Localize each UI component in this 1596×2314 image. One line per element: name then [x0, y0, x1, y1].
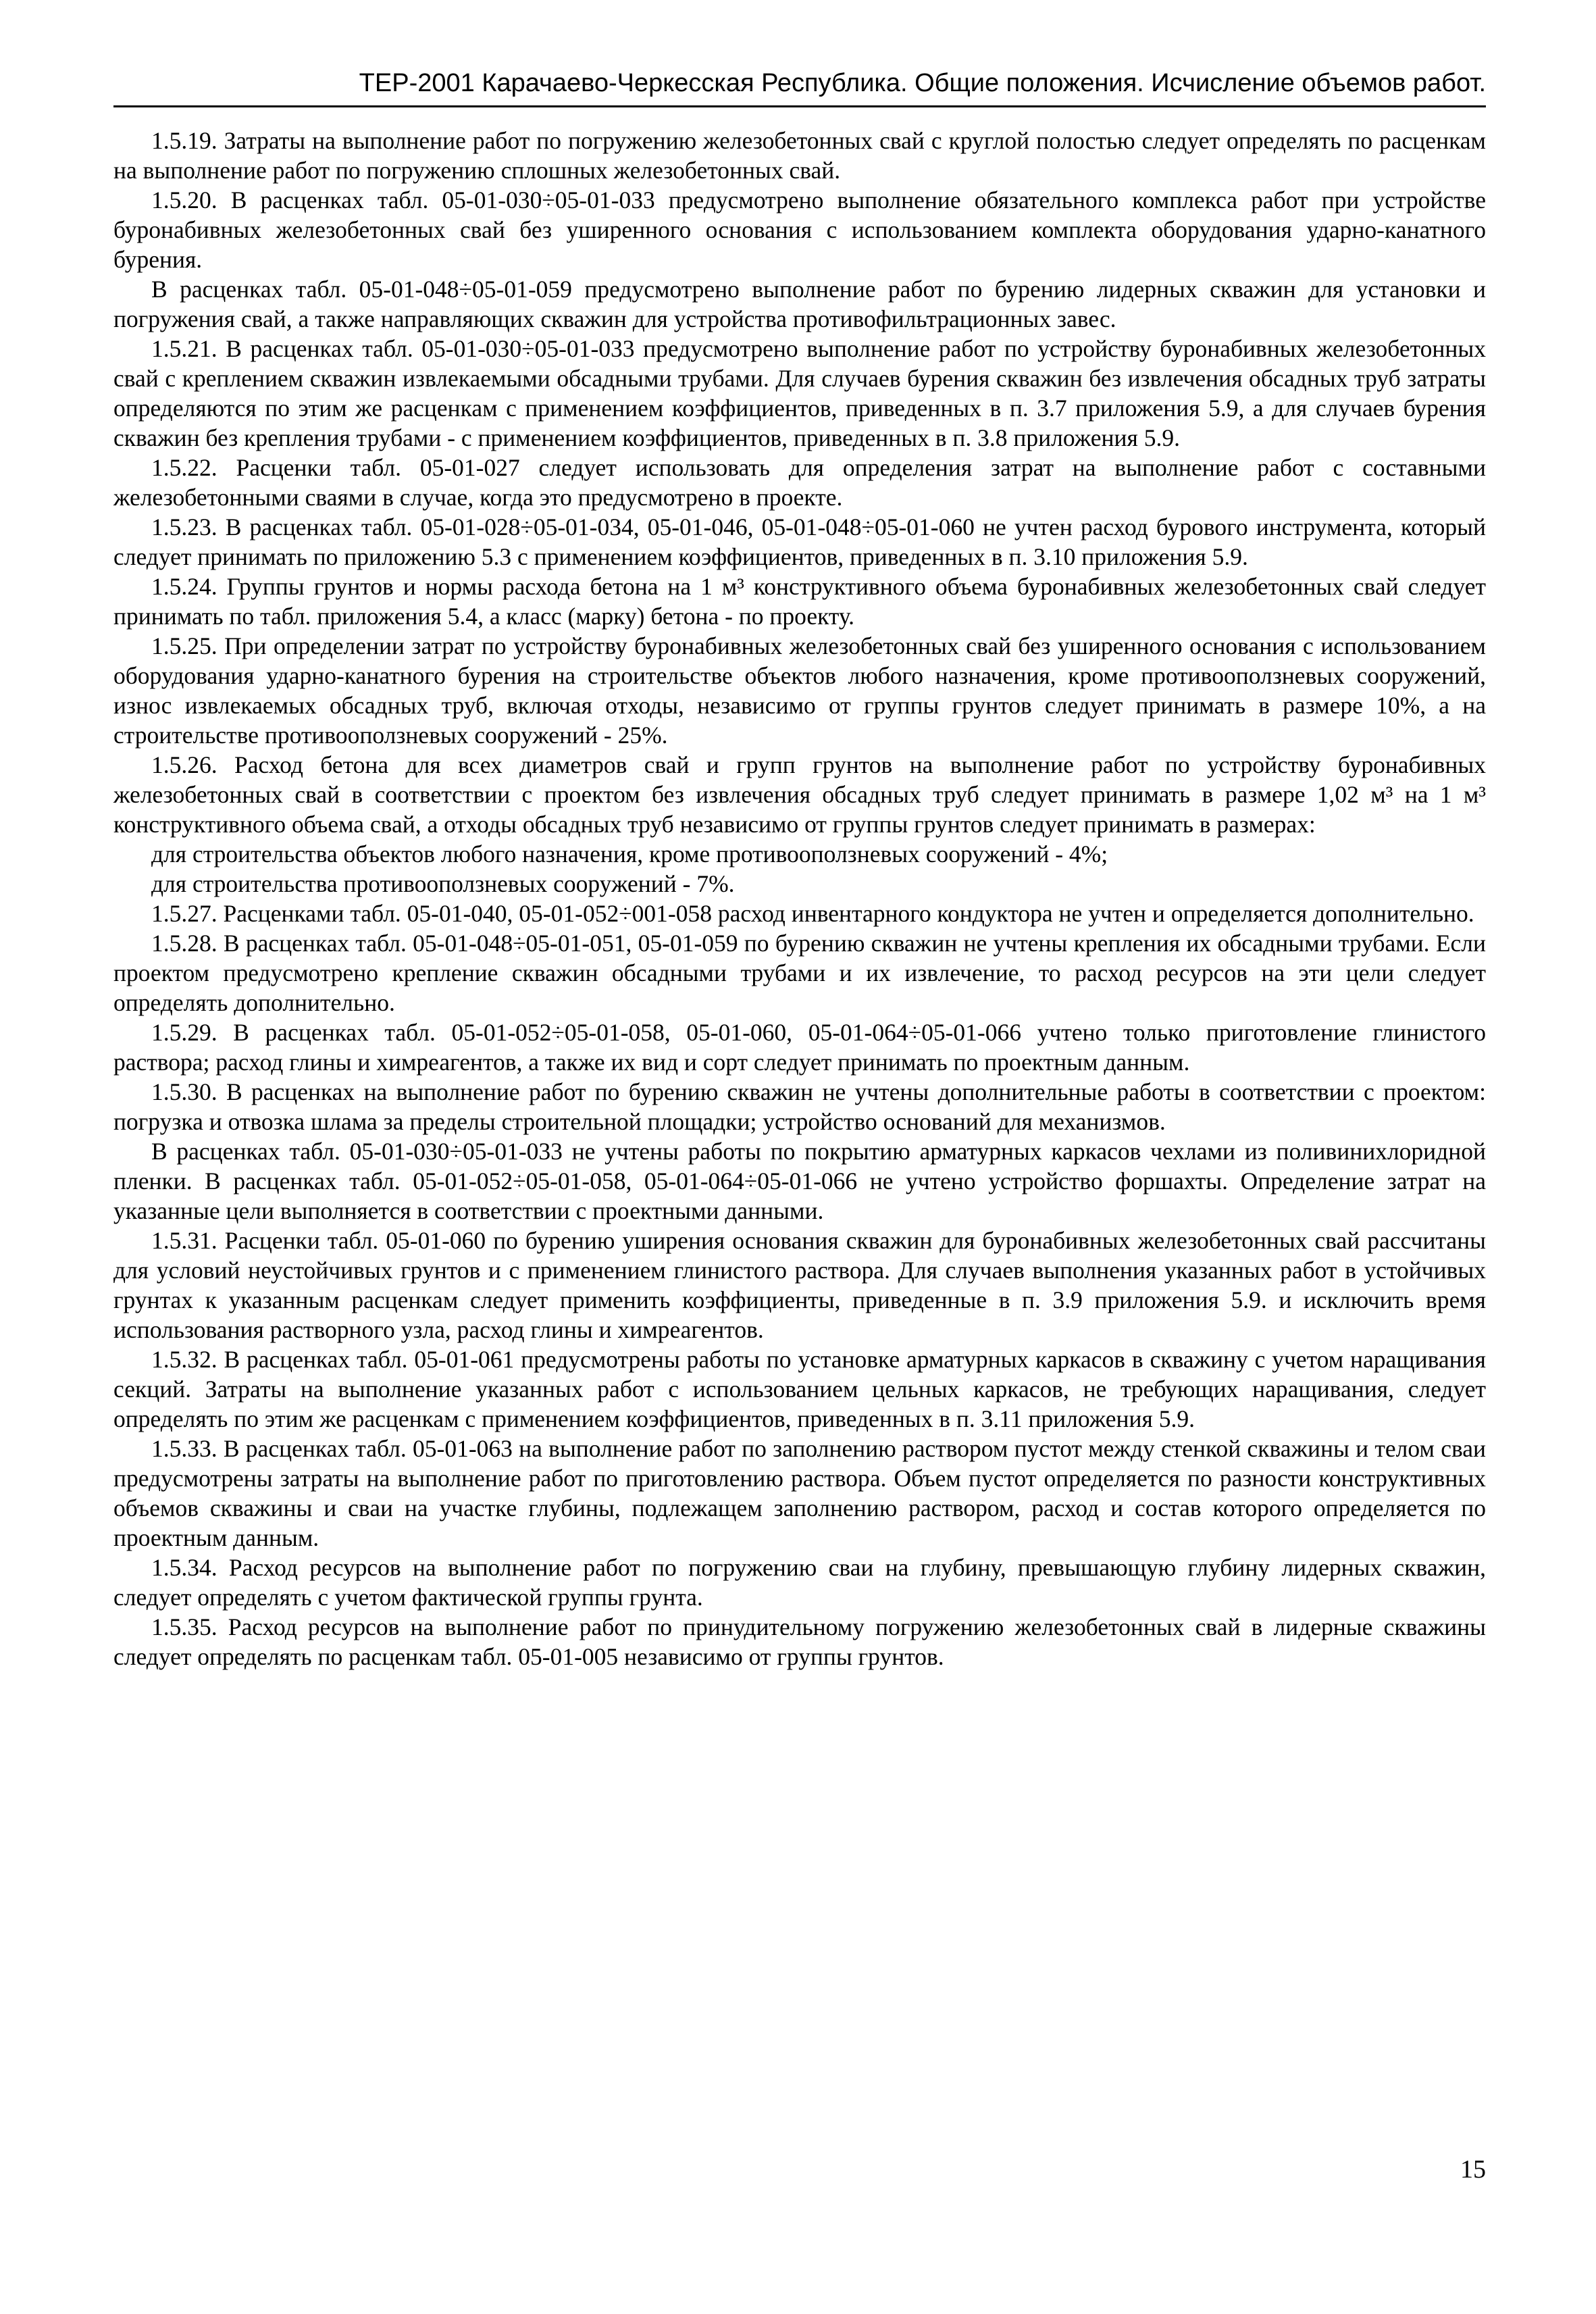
- paragraph-1-5-19: 1.5.19. Затраты на выполнение работ по погружению железобетонных свай с круглой полостью следует определять по расценкам на выполнение работ по погружению сплошных железобетонных свай.: [113, 127, 1486, 184]
- paragraph-1-5-20-cont: В расценках табл. 05-01-048÷05-01-059 предусмотрено выполнение работ по бурению лидерных скважин для установки и погружения свай, а также направляющих скважин для устройства противофильтрационных завес.: [113, 276, 1486, 332]
- paragraph-1-5-21: 1.5.21. В расценках табл. 05-01-030÷05-01-033 предусмотрено выполнение работ по устройству буронабивных железобетонных свай с креплением скважин извлекаемыми обсадными трубами. Для случаев бурения скважин без извлечения обсадных труб затраты определяются по этим же расценкам с применением коэффициентов, приведенных в п. 3.7 приложения 5.9, а для случаев бурения скважин без крепления трубами - с применением коэффициентов, приведенных в п. 3.8 приложения 5.9.: [113, 335, 1486, 451]
- paragraph-1-5-28: 1.5.28. В расценках табл. 05-01-048÷05-01-051, 05-01-059 по бурению скважин не учтены крепления их обсадными трубами. Если проектом предусмотрено крепление скважин обсадными трубами и их извлечение, то расход ресурсов на эти цели следует определять дополнительно.: [113, 930, 1486, 1016]
- paragraph-1-5-22: 1.5.22. Расценки табл. 05-01-027 следует использовать для определения затрат на выполнение работ с составными железобетонными сваями в случае, когда это предусмотрено в проекте.: [113, 454, 1486, 511]
- paragraph-1-5-25: 1.5.25. При определении затрат по устройству буронабивных железобетонных свай без уширенного основания с использованием оборудования ударно-канатного бурения на строительстве объектов любого назначения, кроме противооползневых сооружений, износ извлекаемых обсадных труб, включая отходы, независимо от группы грунтов следует принимать в размере 10%, а на строительстве противооползневых сооружений - 25%.: [113, 632, 1486, 749]
- paragraph-1-5-24: 1.5.24. Группы грунтов и нормы расхода бетона на 1 м³ конструктивного объема буронабивных железобетонных свай следует принимать по табл. приложения 5.4, а класс (марку) бетона - по проекту.: [113, 573, 1486, 630]
- paragraph-1-5-20: 1.5.20. В расценках табл. 05-01-030÷05-01-033 предусмотрено выполнение обязательного комплекса работ при устройстве буронабивных железобетонных свай без уширенного основания с использованием комплекта оборудования ударно-канатного бурения.: [113, 186, 1486, 273]
- paragraph-1-5-35: 1.5.35. Расход ресурсов на выполнение работ по принудительному погружению железобетонных свай в лидерные скважины следует определять по расценкам табл. 05-01-005 независимо от группы грунтов.: [113, 1613, 1486, 1670]
- paragraph-1-5-27: 1.5.27. Расценками табл. 05-01-040, 05-01-052÷001-058 расход инвентарного кондуктора не учтен и определяется дополнительно.: [151, 900, 1474, 927]
- paragraph-1-5-29: 1.5.29. В расценках табл. 05-01-052÷05-01-058, 05-01-060, 05-01-064÷05-01-066 учтено только приготовление глинистого раствора; расход глины и химреагентов, а также их вид и сорт следует принимать по проектным данным.: [113, 1019, 1486, 1076]
- document-body: [113, 126, 1486, 1671]
- running-header: ТЕР-2001 Карачаево-Черкесская Республика. Общие положения. Исчисление объемов работ.: [359, 69, 1486, 97]
- list-item-landslide: для строительства противооползневых сооружений - 7%.: [151, 870, 735, 897]
- list-item-any-purpose: для строительства объектов любого назначения, кроме противооползневых сооружений - 4%;: [151, 840, 1108, 867]
- paragraph-1-5-33: 1.5.33. В расценках табл. 05-01-063 на выполнение работ по заполнению раствором пустот между стенкой скважины и телом сваи предусмотрены затраты на выполнение работ по приготовлению раствора. Объем пустот определяется по разности конструктивных объемов скважины и сваи на участке глубины, подлежащем заполнению раствором, расход и состав которого определяется по проектным данным.: [113, 1435, 1486, 1551]
- header-divider: [113, 105, 1486, 107]
- paragraph-1-5-23: 1.5.23. В расценках табл. 05-01-028÷05-01-034, 05-01-046, 05-01-048÷05-01-060 не учтен расход бурового инструмента, который следует принимать по приложению 5.3 с применением коэффициентов, приведенных в п. 3.10 приложения 5.9.: [113, 513, 1486, 570]
- page-number: 15: [1460, 2155, 1486, 2184]
- paragraph-1-5-31: 1.5.31. Расценки табл. 05-01-060 по бурению уширения основания скважин для буронабивных железобетонных свай рассчитаны для условий неустойчивых грунтов и с применением глинистого раствора. Для случаев выполнения указанных работ в устойчивых грунтах к указанным расценкам следует применить коэффициенты, приведенные в п. 3.9 приложения 5.9. и исключить время использования растворного узла, расход глины и химреагентов.: [113, 1227, 1486, 1343]
- paragraph-1-5-30-cont: В расценках табл. 05-01-030÷05-01-033 не учтены работы по покрытию арматурных каркасов чехлами из поливинихлоридной пленки. В расценках табл. 05-01-052÷05-01-058, 05-01-064÷05-01-066 не учтено устройство форшахты. Определение затрат на указанные цели выполняется в соответствии с проектными данными.: [113, 1138, 1486, 1224]
- paragraph-1-5-30: 1.5.30. В расценках на выполнение работ по бурению скважин не учтены дополнительные работы в соответствии с проектом: погрузка и отвозка шлама за пределы строительной площадки; устройство оснований для механизмов.: [113, 1078, 1486, 1135]
- paragraph-1-5-32: 1.5.32. В расценках табл. 05-01-061 предусмотрены работы по установке арматурных каркасов в скважину с учетом наращивания секций. Затраты на выполнение указанных работ с использованием цельных каркасов, не требующих наращивания, следует определять по этим же расценкам с применением коэффициентов, приведенных в п. 3.11 приложения 5.9.: [113, 1346, 1486, 1432]
- paragraph-1-5-34: 1.5.34. Расход ресурсов на выполнение работ по погружению сваи на глубину, превышающую глубину лидерных скважин, следует определять с учетом фактической группы грунта.: [113, 1554, 1486, 1611]
- paragraph-1-5-26: 1.5.26. Расход бетона для всех диаметров свай и групп грунтов на выполнение работ по устройству буронабивных железобетонных свай в соответствии с проектом без извлечения обсадных труб следует принимать в размере 1,02 м³ на 1 м³ конструктивного объема свай, а отходы обсадных труб независимо от группы грунтов следует принимать в размерах:: [113, 751, 1486, 838]
